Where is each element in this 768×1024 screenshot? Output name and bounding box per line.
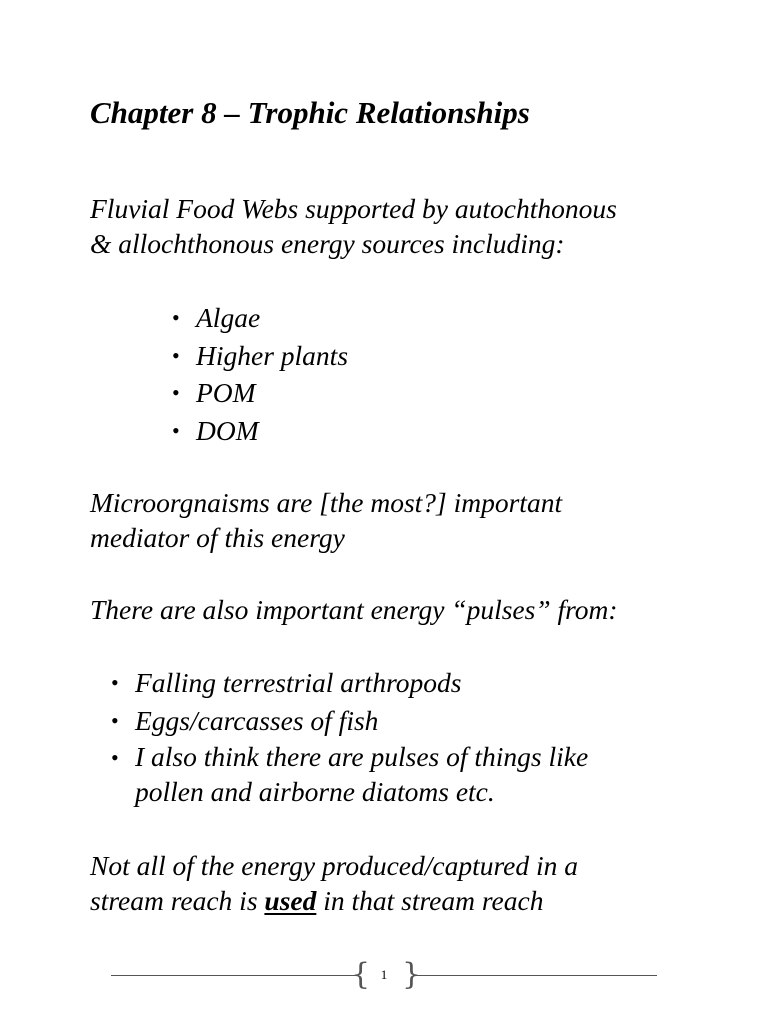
list-item-text: Falling terrestrial arthropods <box>135 667 462 698</box>
list-item-text: Higher plants <box>196 339 349 371</box>
list-item <box>111 739 588 809</box>
intro-line-1: Fluvial Food Webs supported by autochthonous <box>90 193 617 224</box>
mediator-line-1: Microorgnaisms are [the most?] important <box>90 487 563 518</box>
list-item-text: POM <box>196 377 256 408</box>
pulses-intro-paragraph <box>90 592 618 627</box>
emphasis-used: used <box>264 885 317 916</box>
mediator-line-2: mediator of this energy <box>90 522 345 553</box>
list-item <box>111 664 588 702</box>
page-number: 1 <box>380 967 388 982</box>
list-item-text: Algae <box>196 302 261 333</box>
chapter-title: Chapter 8 – Trophic Relationships <box>90 95 530 130</box>
list-item-text: Eggs/carcasses of fish <box>135 704 379 736</box>
bullet-icon: • <box>111 707 119 733</box>
pulses-list <box>111 664 588 809</box>
list-item <box>172 412 348 450</box>
bullet-icon: • <box>172 380 180 405</box>
list-item-text: DOM <box>196 414 259 446</box>
list-item <box>172 374 348 412</box>
bullet-icon: • <box>172 342 180 368</box>
footer-rule-left <box>111 975 355 976</box>
list-item-text-line-2: pollen and airborne diatoms etc. <box>135 776 495 807</box>
mediator-paragraph <box>90 485 562 555</box>
list-item <box>111 702 588 740</box>
footer-rule-right <box>413 975 657 976</box>
right-brace-icon: } <box>402 957 422 992</box>
bullet-icon: • <box>172 417 180 443</box>
pulses-intro-line: There are also important energy “pulses” from: <box>90 594 618 625</box>
bullet-icon: • <box>111 670 119 695</box>
closing-text-before: stream reach is <box>90 885 265 916</box>
closing-line-1: Not all of the energy produced/captured in a <box>90 850 579 881</box>
intro-line-2: & allochthonous energy sources including: <box>90 228 565 259</box>
list-item <box>172 337 348 375</box>
bullet-icon: • <box>111 745 119 770</box>
left-brace-icon: { <box>351 957 371 992</box>
energy-sources-list <box>172 299 348 449</box>
closing-paragraph <box>90 848 578 918</box>
list-item <box>172 299 348 337</box>
list-item-text-line-1: I also think there are pulses of things like <box>135 741 589 772</box>
intro-paragraph <box>90 191 617 261</box>
closing-line-2 <box>90 883 578 918</box>
bullet-icon: • <box>172 305 180 330</box>
closing-text-after: in that stream reach <box>316 885 544 916</box>
